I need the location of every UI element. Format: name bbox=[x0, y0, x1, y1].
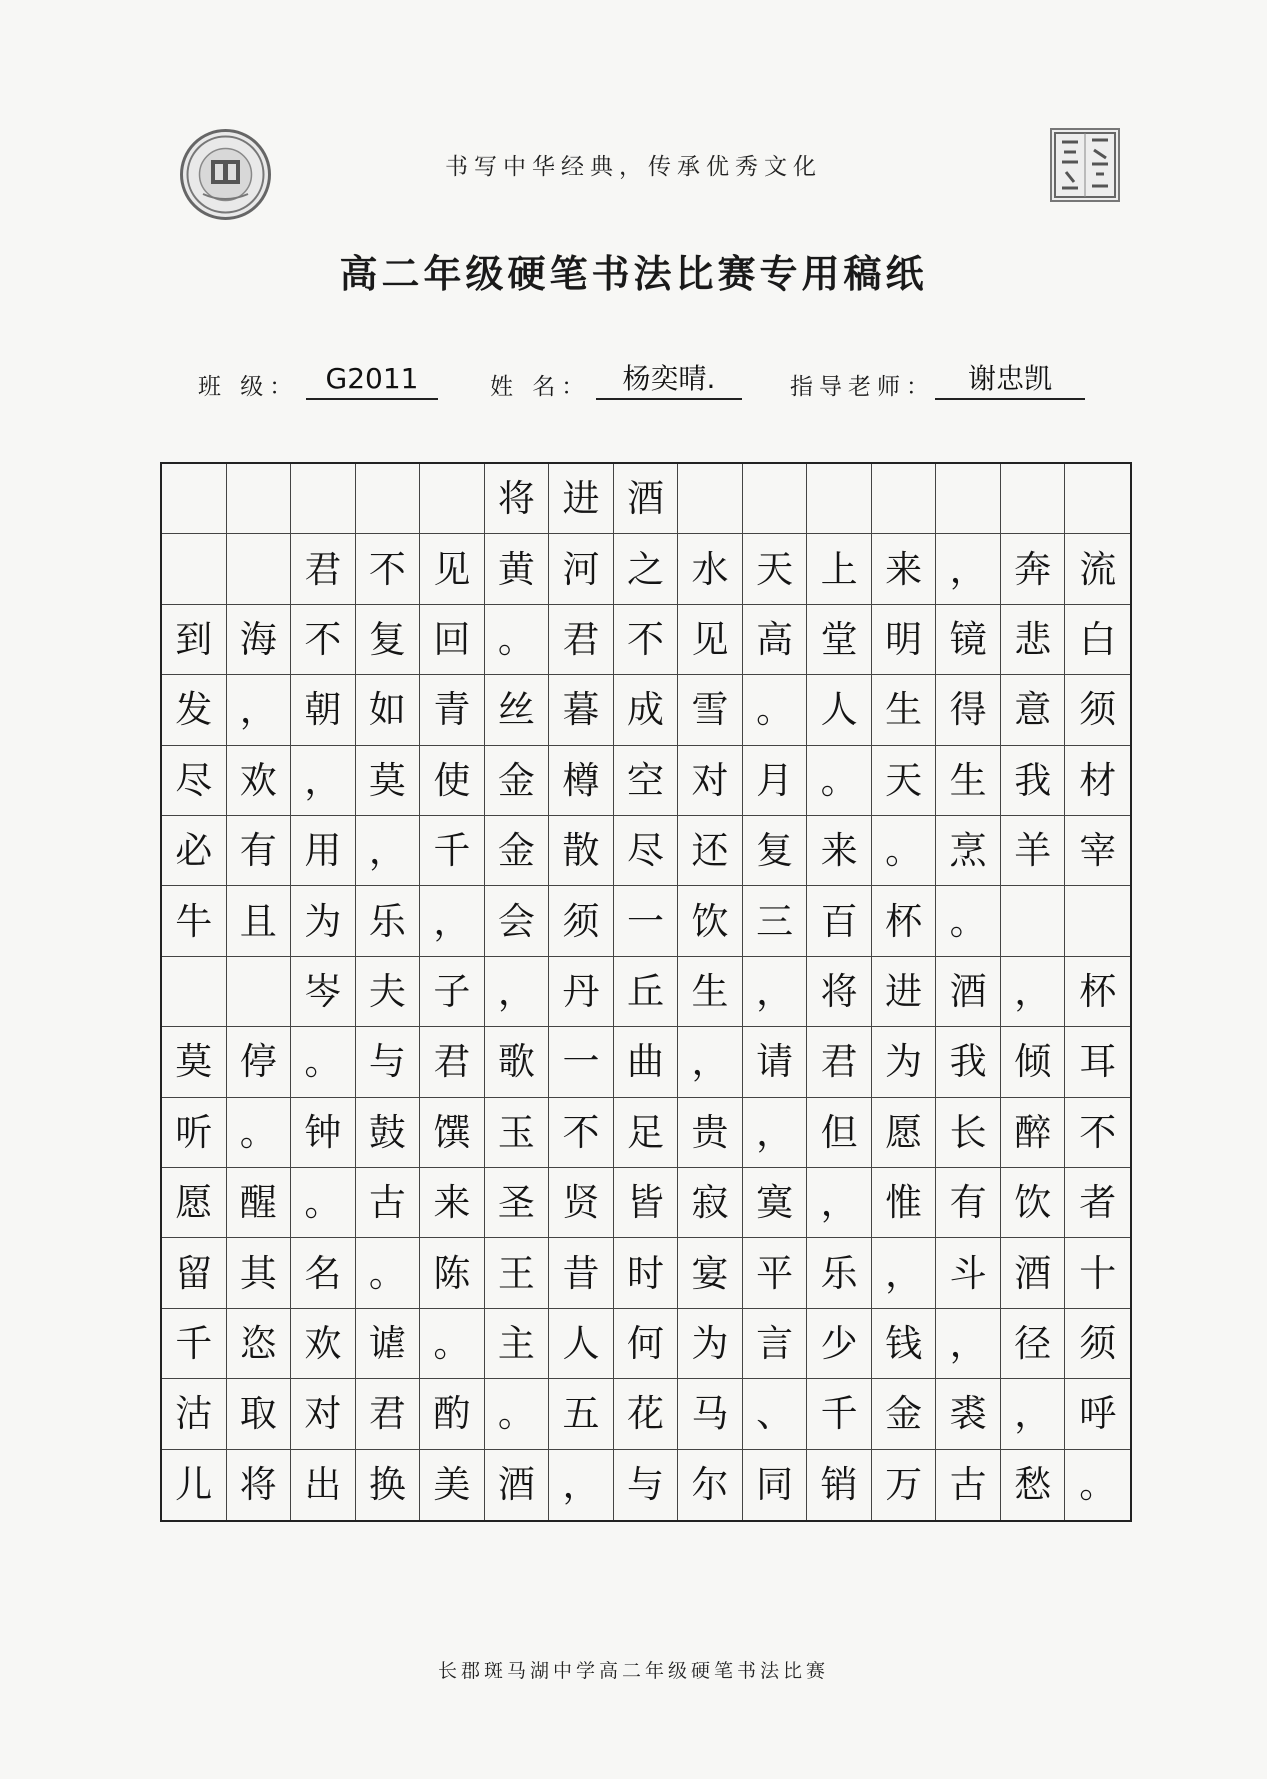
grid-cell: 主 bbox=[485, 1309, 550, 1379]
grid-cell: 岑 bbox=[291, 957, 356, 1027]
grid-cell: 天 bbox=[872, 746, 937, 816]
grid-cell: 沽 bbox=[162, 1379, 227, 1449]
grid-cell: ， bbox=[291, 746, 356, 816]
grid-cell: 人 bbox=[807, 675, 872, 745]
grid-cell: 古 bbox=[936, 1450, 1001, 1520]
grid-cell: 生 bbox=[936, 746, 1001, 816]
grid-cell: 进 bbox=[872, 957, 937, 1027]
grid-cell: 须 bbox=[1065, 1309, 1130, 1379]
grid-cell: 美 bbox=[420, 1450, 485, 1520]
grid-cell: 留 bbox=[162, 1238, 227, 1308]
grid-cell bbox=[227, 534, 292, 604]
grid-cell: ， bbox=[356, 816, 421, 886]
grid-cell: 耳 bbox=[1065, 1027, 1130, 1097]
grid-cell: ， bbox=[936, 1309, 1001, 1379]
grid-cell: 儿 bbox=[162, 1450, 227, 1520]
grid-cell: 流 bbox=[1065, 534, 1130, 604]
grid-cell: 金 bbox=[872, 1379, 937, 1449]
grid-cell: 乐 bbox=[356, 886, 421, 956]
grid-cell: 生 bbox=[678, 957, 743, 1027]
grid-cell: 君 bbox=[291, 534, 356, 604]
grid-cell: 惟 bbox=[872, 1168, 937, 1238]
grid-cell: 丹 bbox=[549, 957, 614, 1027]
grid-cell: ， bbox=[743, 957, 808, 1027]
grid-cell: 时 bbox=[614, 1238, 679, 1308]
info-row bbox=[0, 360, 1267, 410]
grid-cell: 不 bbox=[356, 534, 421, 604]
grid-cell: ， bbox=[872, 1238, 937, 1308]
grid-cell: 、 bbox=[743, 1379, 808, 1449]
grid-cell: 。 bbox=[227, 1098, 292, 1168]
grid-cell: 必 bbox=[162, 816, 227, 886]
grid-cell: 皆 bbox=[614, 1168, 679, 1238]
grid-cell: 钱 bbox=[872, 1309, 937, 1379]
grid-cell: 金 bbox=[485, 746, 550, 816]
grid-cell: 复 bbox=[356, 605, 421, 675]
grid-cell: 须 bbox=[1065, 675, 1130, 745]
grid-cell bbox=[162, 957, 227, 1027]
footer-text: 长郡斑马湖中学高二年级硬笔书法比赛 bbox=[437, 1660, 829, 1682]
grid-cell bbox=[678, 464, 743, 534]
grid-cell: 君 bbox=[549, 605, 614, 675]
grid-cell: 牛 bbox=[162, 886, 227, 956]
grid-cell: 千 bbox=[807, 1379, 872, 1449]
grid-cell: 不 bbox=[549, 1098, 614, 1168]
grid-cell: ， bbox=[485, 957, 550, 1027]
grid-cell: 宰 bbox=[1065, 816, 1130, 886]
name-label: 姓 名： bbox=[490, 374, 591, 400]
grid-cell: 销 bbox=[807, 1450, 872, 1520]
grid-cell bbox=[291, 464, 356, 534]
grid-cell: 有 bbox=[227, 816, 292, 886]
grid-cell: 用 bbox=[291, 816, 356, 886]
grid-cell: 水 bbox=[678, 534, 743, 604]
grid-cell: 斗 bbox=[936, 1238, 1001, 1308]
grid-cell: 钟 bbox=[291, 1098, 356, 1168]
teacher-label: 指导老师： bbox=[790, 374, 935, 400]
grid-cell: 杯 bbox=[872, 886, 937, 956]
grid-cell: 到 bbox=[162, 605, 227, 675]
grid-cell: 来 bbox=[872, 534, 937, 604]
grid-cell bbox=[227, 464, 292, 534]
grid-cell: 雪 bbox=[678, 675, 743, 745]
grid-cell: 出 bbox=[291, 1450, 356, 1520]
grid-cell bbox=[1001, 464, 1066, 534]
grid-cell: 空 bbox=[614, 746, 679, 816]
grid-cell: 。 bbox=[291, 1168, 356, 1238]
grid-cell: 同 bbox=[743, 1450, 808, 1520]
grid-cell: 见 bbox=[678, 605, 743, 675]
grid-cell: 。 bbox=[743, 675, 808, 745]
grid-cell: 月 bbox=[743, 746, 808, 816]
grid-cell: 花 bbox=[614, 1379, 679, 1449]
grid-cell: 君 bbox=[420, 1027, 485, 1097]
grid-cell: 明 bbox=[872, 605, 937, 675]
grid-cell: 材 bbox=[1065, 746, 1130, 816]
page-title: 高二年级硬笔书法比赛专用稿纸 bbox=[339, 251, 928, 296]
grid-cell: 意 bbox=[1001, 675, 1066, 745]
grid-cell: 饮 bbox=[678, 886, 743, 956]
grid-cell: 。 bbox=[807, 746, 872, 816]
grid-cell: 愿 bbox=[162, 1168, 227, 1238]
grid-cell: 丝 bbox=[485, 675, 550, 745]
grid-cell: 还 bbox=[678, 816, 743, 886]
grid-cell: 使 bbox=[420, 746, 485, 816]
grid-cell: 为 bbox=[678, 1309, 743, 1379]
grid-cell: 呼 bbox=[1065, 1379, 1130, 1449]
grid-cell: 歌 bbox=[485, 1027, 550, 1097]
grid-cell: 停 bbox=[227, 1027, 292, 1097]
grid-cell: 。 bbox=[872, 816, 937, 886]
grid-cell: 。 bbox=[485, 1379, 550, 1449]
grid-cell: 见 bbox=[420, 534, 485, 604]
grid-cell: 为 bbox=[872, 1027, 937, 1097]
grid-cell: 酒 bbox=[614, 464, 679, 534]
grid-cell: 宴 bbox=[678, 1238, 743, 1308]
grid-cell: 将 bbox=[227, 1450, 292, 1520]
grid-cell: 寂 bbox=[678, 1168, 743, 1238]
grid-cell: 回 bbox=[420, 605, 485, 675]
grid-cell: 天 bbox=[743, 534, 808, 604]
grid-cell: ， bbox=[420, 886, 485, 956]
grid-cell: 醉 bbox=[1001, 1098, 1066, 1168]
grid-cell: 平 bbox=[743, 1238, 808, 1308]
grid-cell: 河 bbox=[549, 534, 614, 604]
grid-cell: 一 bbox=[614, 886, 679, 956]
grid-cell: 上 bbox=[807, 534, 872, 604]
grid-cell: 我 bbox=[936, 1027, 1001, 1097]
grid-cell: 莫 bbox=[356, 746, 421, 816]
grid-cell bbox=[356, 464, 421, 534]
grid-cell: 请 bbox=[743, 1027, 808, 1097]
grid-cell: 复 bbox=[743, 816, 808, 886]
grid-cell: 悲 bbox=[1001, 605, 1066, 675]
name-field[interactable]: 杨奕晴. bbox=[596, 360, 742, 400]
grid-cell: 杯 bbox=[1065, 957, 1130, 1027]
grid-cell: 酒 bbox=[936, 957, 1001, 1027]
grid-cell: 昔 bbox=[549, 1238, 614, 1308]
grid-cell: ， bbox=[936, 534, 1001, 604]
grid-cell: 为 bbox=[291, 886, 356, 956]
slogan: 书写中华经典，传承优秀文化 bbox=[445, 154, 822, 180]
grid-cell: 君 bbox=[356, 1379, 421, 1449]
grid-cell: 足 bbox=[614, 1098, 679, 1168]
grid-cell: 烹 bbox=[936, 816, 1001, 886]
grid-cell: 长 bbox=[936, 1098, 1001, 1168]
grid-cell: 愁 bbox=[1001, 1450, 1066, 1520]
grid-cell: 对 bbox=[678, 746, 743, 816]
grid-cell: 不 bbox=[614, 605, 679, 675]
grid-cell: 酒 bbox=[485, 1450, 550, 1520]
grid-cell: 尽 bbox=[614, 816, 679, 886]
grid-cell: ， bbox=[743, 1098, 808, 1168]
grid-cell bbox=[872, 464, 937, 534]
grid-cell: 王 bbox=[485, 1238, 550, 1308]
grid-cell: 朝 bbox=[291, 675, 356, 745]
grid-cell: 不 bbox=[291, 605, 356, 675]
grid-cell: 。 bbox=[485, 605, 550, 675]
grid-cell: 古 bbox=[356, 1168, 421, 1238]
grid-cell: ， bbox=[549, 1450, 614, 1520]
grid-cell bbox=[936, 464, 1001, 534]
grid-cell bbox=[1065, 464, 1130, 534]
grid-cell: 一 bbox=[549, 1027, 614, 1097]
grid-cell bbox=[162, 464, 227, 534]
grid-cell: 发 bbox=[162, 675, 227, 745]
grid-cell: 鼓 bbox=[356, 1098, 421, 1168]
grid-cell: 醒 bbox=[227, 1168, 292, 1238]
grid-cell: 倾 bbox=[1001, 1027, 1066, 1097]
grid-cell: 青 bbox=[420, 675, 485, 745]
grid-cell: 谑 bbox=[356, 1309, 421, 1379]
grid-cell: ， bbox=[1001, 1379, 1066, 1449]
grid-cell: 将 bbox=[807, 957, 872, 1027]
grid-cell bbox=[420, 464, 485, 534]
grid-cell: 欢 bbox=[227, 746, 292, 816]
grid-cell: 恣 bbox=[227, 1309, 292, 1379]
grid-cell: 。 bbox=[356, 1238, 421, 1308]
grid-cell: 取 bbox=[227, 1379, 292, 1449]
grid-cell bbox=[1065, 886, 1130, 956]
grid-cell: 裘 bbox=[936, 1379, 1001, 1449]
class-field[interactable]: G2011 bbox=[306, 360, 438, 400]
teacher-field[interactable]: 谢忠凯 bbox=[935, 360, 1085, 400]
grid-cell bbox=[743, 464, 808, 534]
grid-cell: 者 bbox=[1065, 1168, 1130, 1238]
grid-cell: 奔 bbox=[1001, 534, 1066, 604]
grid-cell: 万 bbox=[872, 1450, 937, 1520]
grid-cell: 圣 bbox=[485, 1168, 550, 1238]
grid-cell: 尔 bbox=[678, 1450, 743, 1520]
grid-cell: 欢 bbox=[291, 1309, 356, 1379]
grid-cell bbox=[227, 957, 292, 1027]
grid-cell: 径 bbox=[1001, 1309, 1066, 1379]
grid-cell: 须 bbox=[549, 886, 614, 956]
grid-cell: 有 bbox=[936, 1168, 1001, 1238]
grid-cell: 名 bbox=[291, 1238, 356, 1308]
grid-cell bbox=[807, 464, 872, 534]
grid-cell: 与 bbox=[614, 1450, 679, 1520]
grid-cell: 千 bbox=[162, 1309, 227, 1379]
grid-cell: 镜 bbox=[936, 605, 1001, 675]
grid-cell: 如 bbox=[356, 675, 421, 745]
grid-cell: 君 bbox=[807, 1027, 872, 1097]
grid-cell: 但 bbox=[807, 1098, 872, 1168]
grid-cell: 白 bbox=[1065, 605, 1130, 675]
grid-cell: 换 bbox=[356, 1450, 421, 1520]
grid-cell: 丘 bbox=[614, 957, 679, 1027]
grid-cell: 陈 bbox=[420, 1238, 485, 1308]
grid-cell: 寞 bbox=[743, 1168, 808, 1238]
grid-cell: 曲 bbox=[614, 1027, 679, 1097]
grid-cell: 不 bbox=[1065, 1098, 1130, 1168]
grid-cell: 对 bbox=[291, 1379, 356, 1449]
grid-cell: 千 bbox=[420, 816, 485, 886]
grid-cell: 其 bbox=[227, 1238, 292, 1308]
grid-cell: 高 bbox=[743, 605, 808, 675]
grid-cell: 马 bbox=[678, 1379, 743, 1449]
grid-cell: 散 bbox=[549, 816, 614, 886]
grid-cell: 成 bbox=[614, 675, 679, 745]
grid-cell: 言 bbox=[743, 1309, 808, 1379]
grid-cell: 。 bbox=[291, 1027, 356, 1097]
class-label: 班 级： bbox=[198, 374, 299, 400]
grid-cell: 进 bbox=[549, 464, 614, 534]
grid-cell: 我 bbox=[1001, 746, 1066, 816]
grid-cell: 十 bbox=[1065, 1238, 1130, 1308]
grid-cell: 与 bbox=[356, 1027, 421, 1097]
grid-cell: 尽 bbox=[162, 746, 227, 816]
grid-cell bbox=[162, 534, 227, 604]
grid-cell: 且 bbox=[227, 886, 292, 956]
grid-cell: 饮 bbox=[1001, 1168, 1066, 1238]
grid-cell: 金 bbox=[485, 816, 550, 886]
grid-cell: 三 bbox=[743, 886, 808, 956]
grid-cell: 。 bbox=[1079, 1463, 1117, 1507]
grid-cell: 会 bbox=[485, 886, 550, 956]
grid-cell: 乐 bbox=[807, 1238, 872, 1308]
grid-cell: 羊 bbox=[1001, 816, 1066, 886]
grid-cell: ， bbox=[807, 1168, 872, 1238]
grid-cell: 堂 bbox=[807, 605, 872, 675]
grid-cell: 百 bbox=[807, 886, 872, 956]
grid-cell: 五 bbox=[549, 1379, 614, 1449]
grid-cell: 生 bbox=[872, 675, 937, 745]
grid-cell: 来 bbox=[807, 816, 872, 886]
grid-cell: ， bbox=[227, 675, 292, 745]
grid-cell bbox=[1001, 886, 1066, 956]
grid-cell: ， bbox=[1001, 957, 1066, 1027]
grid-cell: 。 bbox=[936, 886, 1001, 956]
grid-cell: 贤 bbox=[549, 1168, 614, 1238]
grid-cell: 黄 bbox=[485, 534, 550, 604]
grid-cell: 之 bbox=[614, 534, 679, 604]
grid-cell: 贵 bbox=[678, 1098, 743, 1168]
grid-cell: 愿 bbox=[872, 1098, 937, 1168]
grid-cell: 来 bbox=[420, 1168, 485, 1238]
grid-cell: 人 bbox=[549, 1309, 614, 1379]
grid-cell: 子 bbox=[420, 957, 485, 1027]
grid-cell: 得 bbox=[936, 675, 1001, 745]
writing-grid bbox=[160, 462, 1132, 1522]
grid-cell: 何 bbox=[614, 1309, 679, 1379]
grid-cell: 樽 bbox=[549, 746, 614, 816]
grid-cell: 少 bbox=[807, 1309, 872, 1379]
grid-cell: 暮 bbox=[549, 675, 614, 745]
grid-cell: 夫 bbox=[356, 957, 421, 1027]
grid-cell: 酌 bbox=[420, 1379, 485, 1449]
grid-cell: 将 bbox=[485, 464, 550, 534]
grid-cell: 馔 bbox=[420, 1098, 485, 1168]
grid-cell: 玉 bbox=[485, 1098, 550, 1168]
grid-cell: ， bbox=[678, 1027, 743, 1097]
grid-cell: 酒 bbox=[1001, 1238, 1066, 1308]
grid-cell: 。 bbox=[420, 1309, 485, 1379]
grid-cell: 海 bbox=[227, 605, 292, 675]
grid-cell: 听 bbox=[162, 1098, 227, 1168]
grid-cell: 莫 bbox=[162, 1027, 227, 1097]
